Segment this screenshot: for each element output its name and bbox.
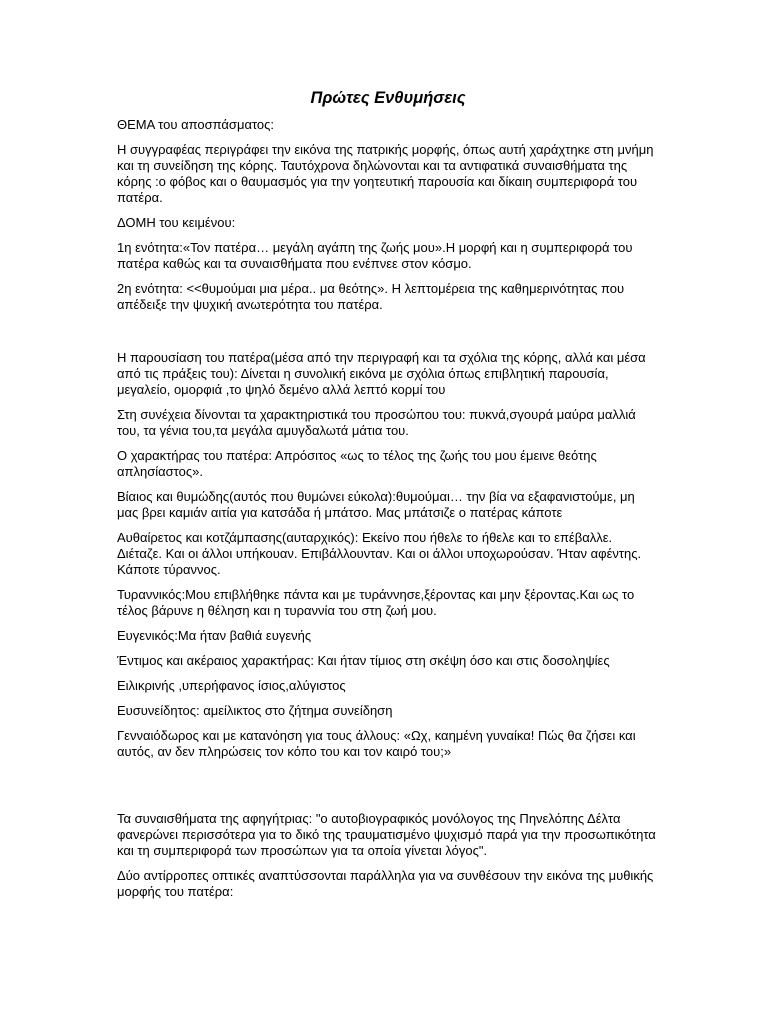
paragraph-sincere: Ειλικρινής ,υπερήφανος ίσιος,αλύγιστος <box>117 678 346 693</box>
spacer <box>117 769 657 811</box>
paragraph-two-perspectives: Δύο αντίρροπες οπτικές αναπτύσσονται παράλληλα για να συνθέσουν την εικόνα της μυθικής μορφής του πατέρα: <box>117 868 654 899</box>
paragraph-unit-1: 1η ενότητα:«Τον πατέρα… μεγάλη αγάπη της ζωής μου».Η μορφή και η συμπεριφορά του πατέρα καθώς και τα συναισθήματα που ενέπνεε στον κόσμο. <box>117 240 633 271</box>
paragraph-tyrannical: Τυραννικός:Μου επιβλήθηκε πάντα και με τυράννησε,ξέροντας και μην ξέροντας.Και ως το τέλος βάρυνε η θέληση και η τυραννία του στη ζωή μου. <box>117 587 635 618</box>
paragraph-honest: Έντιμος και ακέραιος χαρακτήρας: Και ήταν τίμιος στη σκέψη όσο και στις δοσοληψίες <box>117 653 610 668</box>
section-intro <box>117 117 657 313</box>
paragraph-character: Ο χαρακτήρας του πατέρα: Απρόσιτος «ως το τέλος της ζωής του μου έμεινε θεότης απλησίαστος». <box>117 448 597 479</box>
paragraph-generous: Γενναιόδωρος και με κατανόηση για τους άλλους: «Ωχ, καημένη γυναίκα! Πώς θα ζήσει και αυτός, αν δεν πληρώσεις τον κόπο του και τον καιρό του;» <box>117 728 636 759</box>
section-father-portrait <box>117 350 657 760</box>
paragraph-arbitrary: Αυθαίρετος και κοτζάμπασης(αυταρχικός): Εκείνο που ήθελε το ήθελε και το επέβαλλε. Διέταζε. Και οι άλλοι υπήκουαν. Επιβάλλουνταν. Και οι άλλοι υποχωρούσαν. Ήταν αφέντης. Κάποτε τύραννος. <box>117 530 642 577</box>
document-title: Πρώτες Ενθυμήσεις <box>310 89 466 107</box>
paragraph-face-features: Στη συνέχεια δίνονται τα χαρακτηριστικά του προσώπου του: πυκνά,σγουρά μαύρα μαλλιά του, τα γένια του,τα μεγάλα αμυγδαλωτά μάτια του. <box>117 407 636 438</box>
document-page <box>117 87 657 909</box>
spacer <box>117 322 657 350</box>
paragraph-noble: Ευγενικός:Μα ήταν βαθιά ευγενής <box>117 628 312 643</box>
paragraph-narrator-feelings: Τα συναισθήματα της αφηγήτριας: "ο αυτοβιογραφικός μονόλογος της Πηνελόπης Δέλτα φανερώνει περισσότερα για το δικό της τραυματισμένο ψυχισμό παρά για την προσωπικότητα και τη συμπεριφορά των προσώπων για τα οποία γίνεται λόγος". <box>117 811 656 858</box>
paragraph-theme-heading: ΘΕΜΑ του αποσπάσματος: <box>117 117 275 132</box>
section-narrator-feelings <box>117 811 657 900</box>
paragraph-father-presentation: Η παρουσίαση του πατέρα(μέσα από την περιγραφή και τα σχόλια της κόρης, αλλά και μέσα από τις πράξεις του): Δίνεται η συνολική εικόνα με σχόλια όπως επιβλητική παρουσία, μεγαλείο, ομορφιά ,το ψηλό δεμένο αλλά λεπτό κορμί του <box>117 350 646 397</box>
paragraph-theme-text: Η συγγραφέας περιγράφει την εικόνα της πατρικής μορφής, όπως αυτή χαράχτηκε στη μνήμη και τη συνείδηση της κόρης. Ταυτόχρονα δηλώνονται και τα αντιφατικά συναισθήματα της κόρης :ο φόβος και ο θαυμασμός για την γοητευτική παρουσία και δίκαιη συμπεριφορά του πατέρα. <box>117 142 654 205</box>
paragraph-violent: Βίαιος και θυμώδης(αυτός που θυμώνει εύκολα):θυμούμαι… την βία να εξαφανιστούμε, μη μας βρει καμιάν αιτία για κατσάδα ή μπάτσο. Μας μπάτσιζε ο πατέρας κάποτε <box>117 489 635 520</box>
paragraph-structure-heading: ΔΟΜΗ του κειμένου: <box>117 215 236 230</box>
paragraph-conscientious: Ευσυνείδητος: αμείλικτος στο ζήτημα συνείδηση <box>117 703 393 718</box>
paragraph-unit-2: 2η ενότητα: <<θυμούμαι μια μέρα.. μα θεότης». Η λεπτομέρεια της καθημερινότητας που απέδειξε την ψυχική ανωτερότητα του πατέρα. <box>117 281 625 312</box>
